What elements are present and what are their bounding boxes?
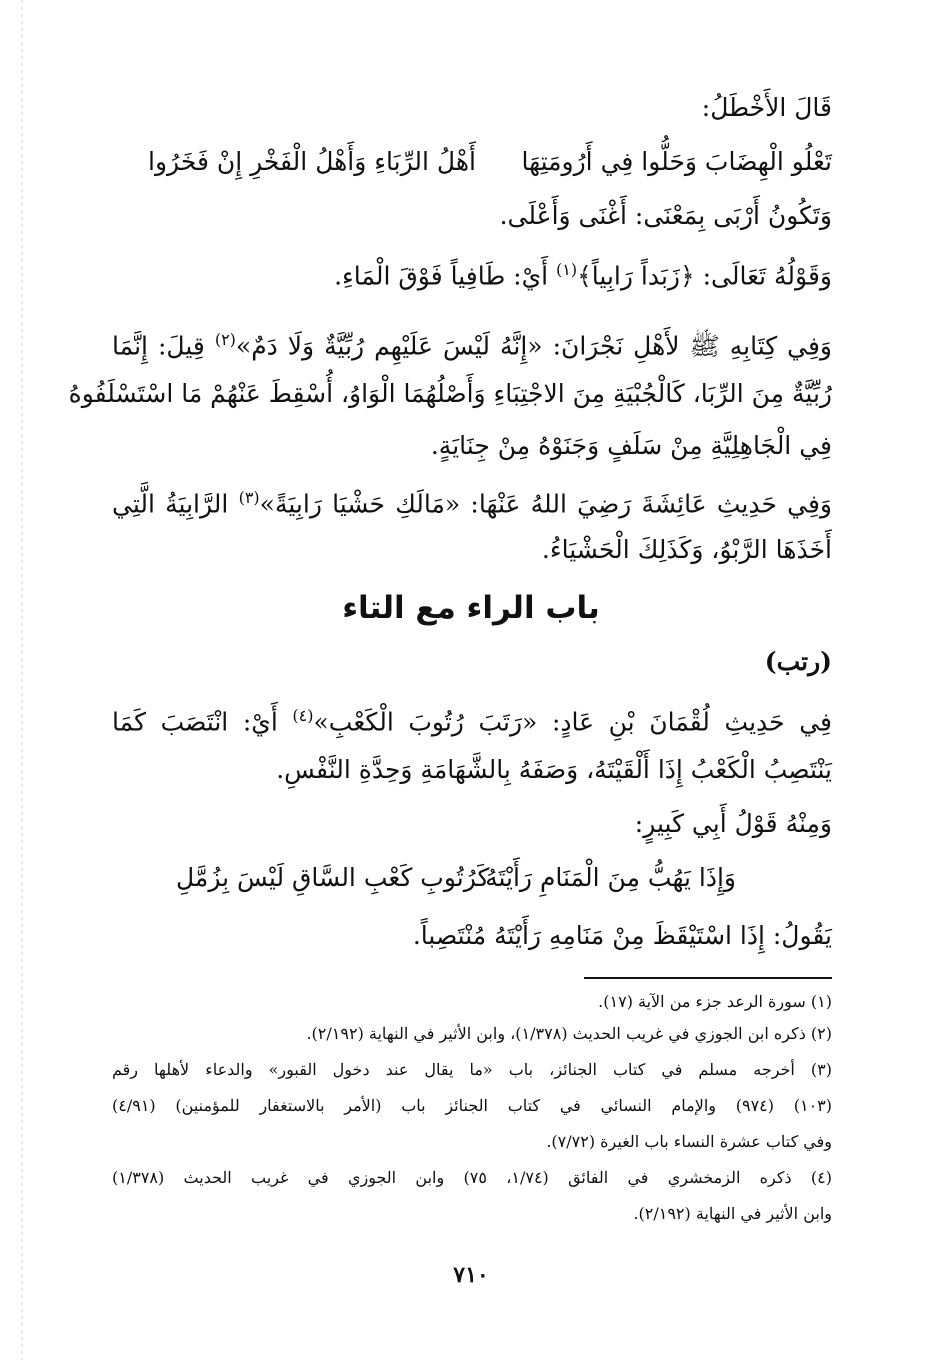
footnote-3-line-3: وفي كتاب عشرة النساء باب الغيرة (٧/٧٢). (546, 1132, 832, 1151)
footnote-ref: (٣) (238, 488, 260, 507)
body-text: يَنْتَصِبُ الْكَعْبُ إِذَا أَلْقَيْتَهُ، وَصَفَهُ بِالشَّهَامَةِ وَحِدَّةِ النَّفْسِ. (276, 755, 832, 784)
hadith-quote: فِي حَدِيثِ لُقْمَانَ بْنِ عَادٍ: «رَتَبَ رُتُوبَ الْكَعْبِ» (313, 707, 832, 737)
body-text: الرَّابِيَةُ الَّتِي (112, 489, 239, 519)
body-line (112, 424, 832, 468)
body-line (112, 318, 832, 368)
footnote-ref: (٢) (214, 330, 236, 349)
hadith-quote: وَفِي كِتَابِهِ ﷺ لأَهْلِ نَجْرَانَ: «إِنَّهُ لَيْسَ عَلَيْهِم رُبِّيَّةٌ وَلَا دَمٌ» (235, 331, 833, 361)
body-text: أَخَذَهَا الرَّبْوُ، وَكَذَلِكَ الْحَشْيَاءُ. (541, 535, 832, 564)
body-text: أَيْ: انْتَصَبَ كَمَا (112, 707, 293, 737)
footnote-3-line-2: (١٠٣) (٩٧٤) والإمام النسائي في كتاب الجنائز باب (الأمر بالاستغفار للمؤمنين) (٤/٩١) (112, 1096, 832, 1115)
verse-hemistich-first: وَإِذَا يَهُبُّ مِنَ الْمَنَامِ رَأَيْتَهُ (485, 863, 736, 892)
footnote-ref: (٤) (292, 706, 314, 725)
body-text: فِي الْجَاهِلِيَّةِ مِنْ سَلَفٍ وَجَنَوْهُ مِنْ جِنَايَةٍ. (430, 431, 832, 460)
body-line (112, 528, 832, 572)
body-text: أَيْ: طَافِياً فَوْقَ الْمَاءِ. (334, 261, 557, 291)
footnote-ref: (١) (556, 260, 578, 279)
body-line (112, 248, 832, 298)
page-number: ٧١٠ (453, 1262, 489, 1288)
body-text: يَقُولُ: إِذَا اسْتَيْقَظَ مِنْ مَنَامِهِ رَأَيْتَهُ مُنْتَصِباً. (412, 921, 832, 950)
body-line (112, 476, 832, 526)
quran-quote: وَقَوْلُهُ تَعَالَى: ﴿زَبَداً رَابِياً﴾ (577, 261, 832, 291)
poet-intro: وَمِنْهُ قَوْلُ أَبِي كَبِيرٍ: (634, 809, 832, 838)
footnote-4-line-2: وابن الأثير في النهاية (٢/١٩٢). (633, 1204, 832, 1223)
body-line (112, 86, 832, 130)
body-line (112, 802, 832, 846)
footnote-3-line-1: (٣) أخرجه مسلم في كتاب الجنائز، باب «ما يقال عند دخول القبور» والدعاء لأهلها رقم (112, 1060, 832, 1079)
body-line (68, 372, 832, 416)
footnote-2: (٢) ذكره ابن الجوزي في غريب الحديث (١/٣٧٨)، وابن الأثير في النهاية (٢/١٩٢). (306, 1024, 832, 1043)
body-line (112, 694, 832, 744)
body-text: وَتَكُونُ أَرْبَى بِمَعْنَى: أَغْنَى وَأَعْلَى. (499, 201, 832, 230)
body-text: رُبِّيَّةٌ مِنَ الرِّبَا، كَالْجُبْيَةِ مِنَ الاجْتِبَاءِ وَأَصْلُهُمَا الْوَاوُ، أُسْقِطَ عَنْهُمْ مَا اسْتَسْلَفُوهُ (68, 379, 832, 408)
poet-intro: قَالَ الأَخْطَلُ: (701, 93, 832, 122)
body-line (112, 748, 832, 792)
section-heading: باب الراء مع التاء (342, 590, 600, 626)
hadith-quote: وَفِي حَدِيثِ عَائِشَةَ رَضِيَ اللهُ عَنْهَا: «مَالَكِ حَشْيَا رَابِيَةً» (259, 489, 833, 519)
footnote-separator (584, 977, 832, 979)
footnote-1: (١) سورة الرعد جزء من الآية (١٧). (598, 992, 832, 1011)
entry-root-heading: (رتب) (764, 647, 832, 676)
verse-hemistich-second: أَهْلُ الرِّبَاءِ وَأَهْلُ الْفَخْرِ إِنْ فَخَرُوا (148, 147, 476, 176)
body-text: قِيلَ: إِنَّمَا (112, 331, 215, 361)
body-line (112, 194, 832, 238)
verse-hemistich-first: تَعْلُو الْهِضَابَ وَحَلُّوا فِي أَرُومَتِهَا (521, 147, 832, 176)
verse-hemistich-second: كَرُتُوبِ كَعْبِ السَّاقِ لَيْسَ بِزُمَّلِ (176, 863, 490, 892)
body-line (112, 914, 832, 958)
footnote-4-line-1: (٤) ذكره الزمخشري في الفائق (١/٧٤، ٧٥) وابن الجوزي في غريب الحديث (١/٣٧٨) (112, 1168, 832, 1187)
